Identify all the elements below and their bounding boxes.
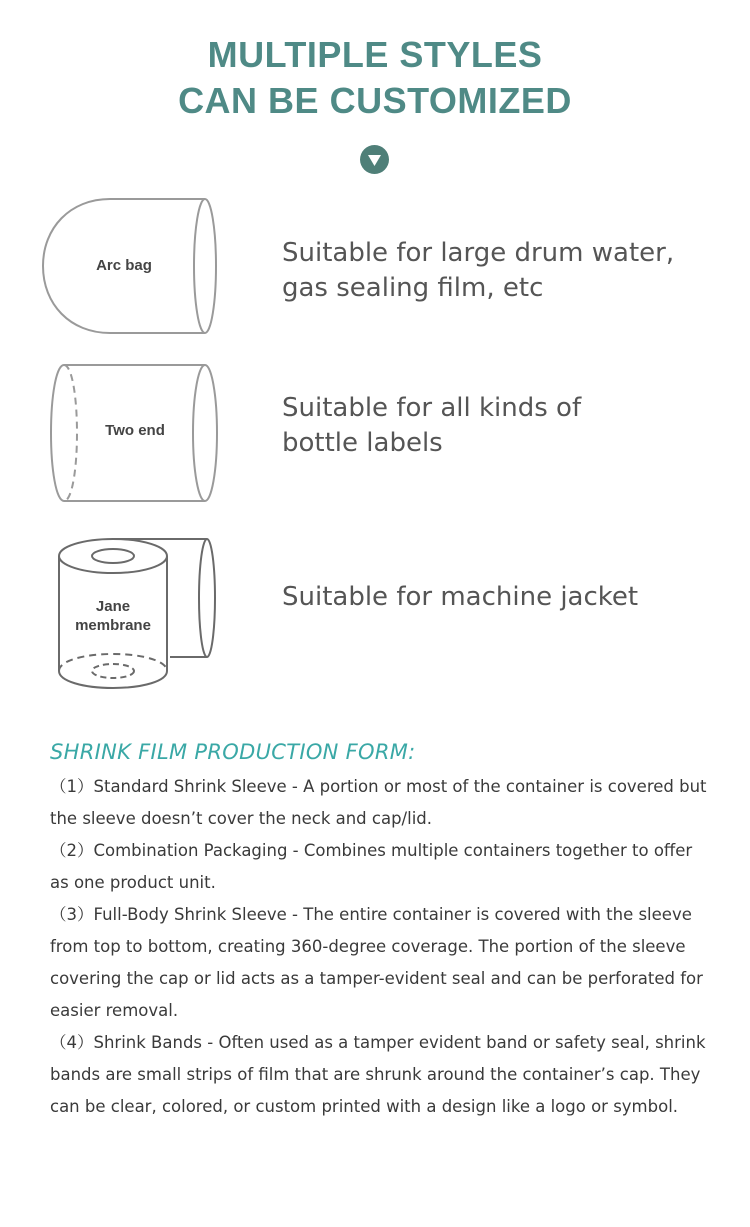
production-item-2: （2）Combination Packaging - Combines multiple containers together to offer as one product unit. [50,841,693,892]
two-end-label: Two end [105,422,165,439]
production-form-heading: SHRINK FILM PRODUCTION FORM: [50,740,416,764]
arc-bag-description-line-2: gas sealing film, etc [282,273,544,303]
production-item-4: （4）Shrink Bands - Often used as a tamper evident band or safety seal, shrink bands are small strips of film that are shrunk around the container’s cap. They can be clear, colored, or custom printed with a design like a logo or symbol. [50,1033,706,1116]
jane-membrane-description: Suitable for machine jacket [282,582,639,612]
jane-membrane-label-line-1: Jane [95,598,131,615]
page-title-line-2: CAN BE CUSTOMIZED [178,80,572,121]
jane-membrane-label [62,597,164,635]
page-title-line-1: MULTIPLE STYLES [207,34,543,75]
arc-bag-description-line-1: Suitable for large drum water, [282,238,675,268]
two-end-description-line-2: bottle labels [282,428,443,458]
down-arrow-icon [360,145,389,174]
two-end-description-line-1: Suitable for all kinds of [282,393,582,423]
production-item-1: （1）Standard Shrink Sleeve - A portion or most of the container is covered but the sleeve doesn’t cover the neck and cap/lid. [50,777,707,828]
arc-bag-label: Arc bag [96,257,152,274]
production-form-list [50,771,710,1123]
jane-membrane-label-line-2: membrane [75,617,151,634]
production-item-3: （3）Full-Body Shrink Sleeve - The entire container is covered with the sleeve from top to bottom, creating 360-degree coverage. The portion of the sleeve covering the cap or lid acts as a tamper-evident seal and can be perforated for easier removal. [50,905,703,1020]
